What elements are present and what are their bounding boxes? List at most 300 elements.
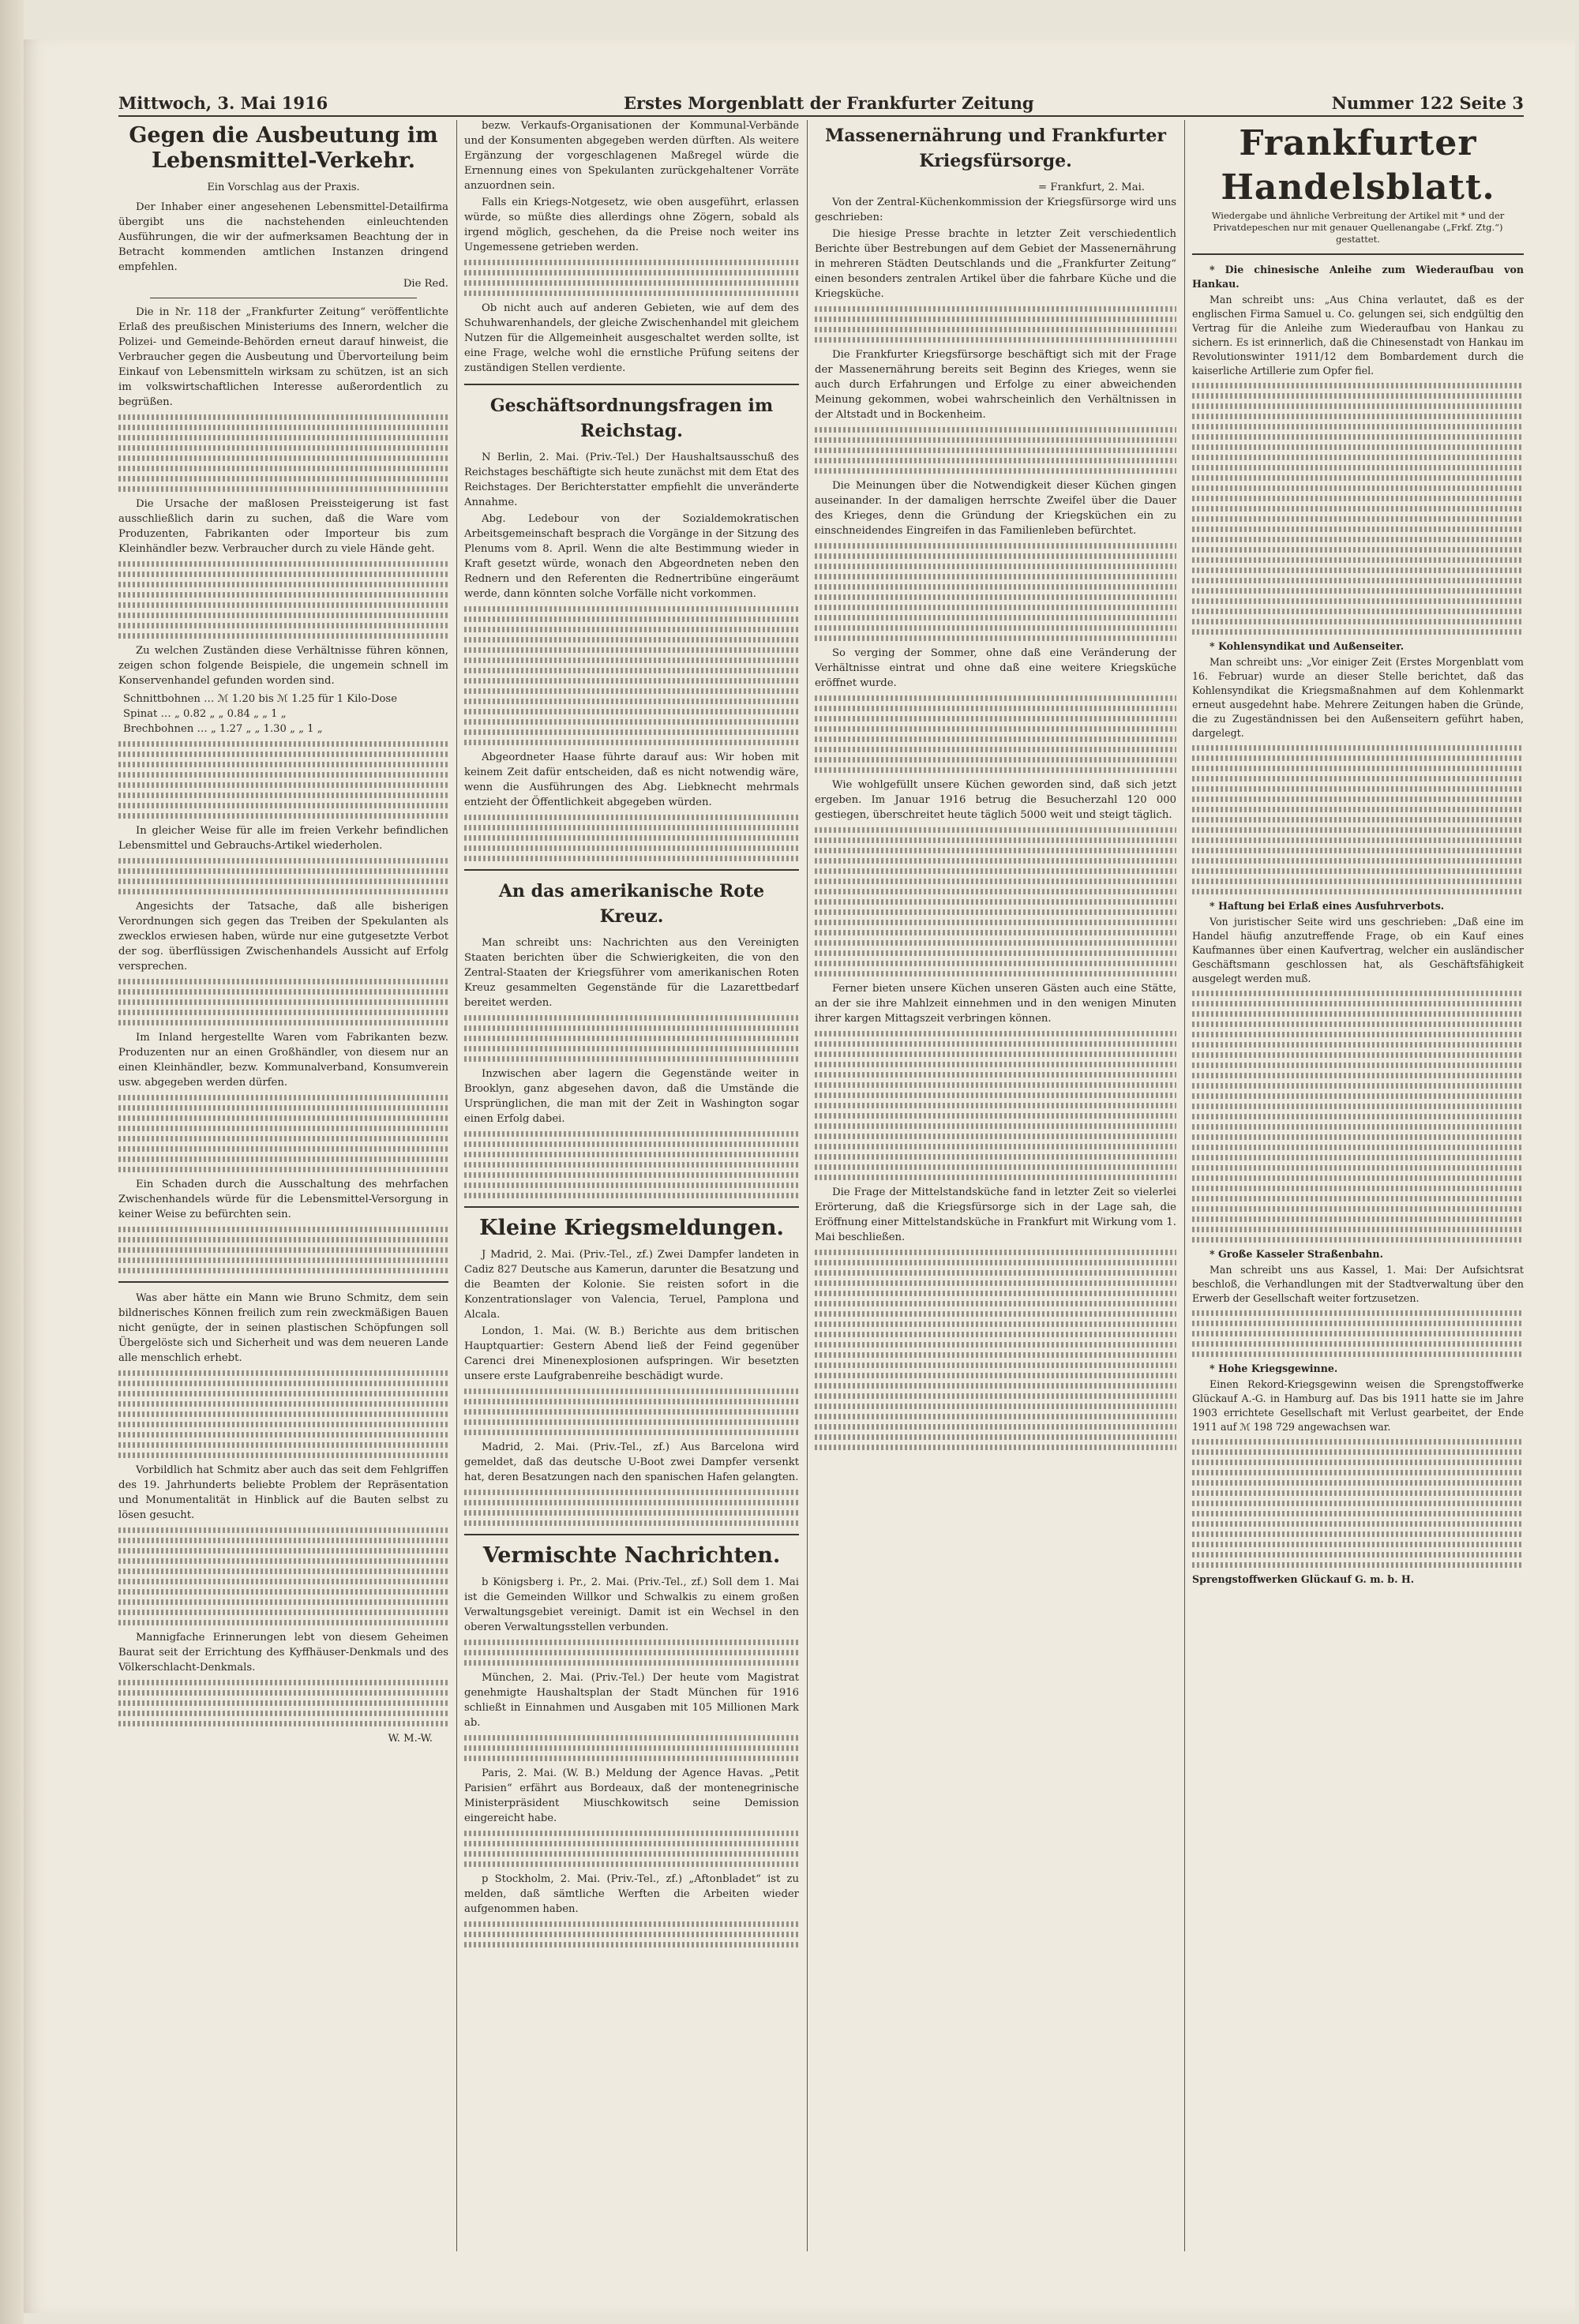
- text-line: [1192, 1114, 1524, 1119]
- text-line: [118, 1237, 448, 1243]
- text-line: [118, 466, 448, 471]
- text-line: [815, 635, 1176, 641]
- text-line: [464, 699, 799, 704]
- text-line: [464, 606, 799, 612]
- text-line: [464, 1735, 799, 1741]
- section-rule: [464, 1534, 799, 1535]
- text-line: [464, 1056, 799, 1062]
- text-line: [815, 584, 1176, 590]
- text-line: [815, 1352, 1176, 1358]
- text-line: [118, 1247, 448, 1253]
- section-title: Vermischte Nachrichten.: [482, 1543, 781, 1568]
- text-line: [118, 1452, 448, 1458]
- item-head: * Hohe Kriegsgewinne.: [1210, 1363, 1338, 1374]
- item-text: Man schreibt uns: „Vor einiger Zeit (Erstes Morgenblatt vom 16. Februar) wurde an dieser Stelle berichtet, daß das Kohlensyndikat die Kriegsmaßnahmen auf dem Kohlenmarkt erneut ausgedehnt habe. Mehrere Zeitungen haben die Gründe, die zu Zugeständnissen bei den Außenseitern geführt haben, dargelegt.: [1192, 656, 1524, 739]
- text-line: [118, 999, 448, 1005]
- text-line: [815, 1311, 1176, 1317]
- item-text: Von juristischer Seite wird uns geschrieben: „Daß eine im Handel häufig anzutreffende Frage, ob ein Kauf eines Kaufmannes über einen Kaufvertrag, welcher ein ausländischer Geschäftsmann geschlossen hat, als Geschäftsfähigkeit ausgelegt werden muß.: [1192, 916, 1524, 984]
- text-line: [1192, 745, 1524, 751]
- text-line: [464, 1430, 799, 1435]
- text-line: [815, 747, 1176, 752]
- text-line: [815, 971, 1176, 976]
- text-line: [118, 1167, 448, 1172]
- text-line: [118, 1422, 448, 1427]
- text-line: [118, 741, 448, 747]
- text-line: [815, 468, 1176, 474]
- text-line: [815, 574, 1176, 579]
- text-line: [464, 1399, 799, 1404]
- text-line: [464, 1520, 799, 1526]
- price-table: [123, 692, 448, 737]
- text-line: [118, 1136, 448, 1141]
- feuilleton-paragraph: Mannigfache Erinnerungen lebt von diesem Geheimen Baurat seit der Errichtung des Kyffhäuser-Denkmals und des Völkerschlacht-Denkmals.: [118, 1632, 448, 1674]
- text-line: [118, 1527, 448, 1533]
- text-line: [1192, 817, 1524, 823]
- text-line: [118, 1401, 448, 1407]
- item-text: Einen Rekord-Kriegsgewinn weisen die Sprengstoffwerke Glückauf A.-G. in Hamburg auf. Das bis 1911 hatte sie im Jahre 1903 errichtete Gesellschaft mit Verlust gearbeitet, der Ende 1911 auf ℳ 198 729 angewachsen war.: [1192, 1378, 1524, 1433]
- text-line: [815, 1062, 1176, 1067]
- text-line: [118, 486, 448, 492]
- paragraph: Die in Nr. 118 der „Frankfurter Zeitung“ veröffentlichte Erlaß des preußischen Ministeriums des Innern, welcher die Polizei- und Gemeinde-Behörden erneut darauf hinweist, die Verbraucher gegen die Ausbeutung und Übervorteilung beim Einkauf von Lebensmitteln wirksam zu schützen, ist an sich im volkswirtschaftlichen Interesse außerordentlich zu begrüßen.: [118, 306, 448, 408]
- item-text: Man schreibt uns aus Kassel, 1. Mai: Der Aufsichtsrat beschloß, die Verhandlungen mit der Stadtverwaltung über den Erwerb der Gesellschaft weiter fortzusetzen.: [1192, 1264, 1524, 1304]
- text-line: [118, 1258, 448, 1263]
- text-line: [118, 1146, 448, 1152]
- text-line: [118, 561, 448, 567]
- text-line: [118, 1589, 448, 1595]
- paragraph: bezw. Verkaufs-Organisationen der Kommunal-Verbände und der Konsumenten abgegeben werden dürften. Als weitere Ergänzung der vorgeschlagenen Maßregel würde die Ernennung eines von Spekulanten zurückgehaltener Vorräte anzuordnen sein.: [464, 120, 799, 192]
- text-line: [1192, 1032, 1524, 1037]
- article-title: Gegen die Ausbeutung im Lebensmittel-Verkehr.: [129, 123, 438, 173]
- text-line: [1192, 786, 1524, 792]
- text-line: [118, 1105, 448, 1111]
- text-line: [118, 435, 448, 440]
- price-cell: Brechbohnen: [123, 723, 194, 735]
- text-line: [464, 637, 799, 643]
- text-line: [815, 858, 1176, 864]
- masthead-rule: [118, 115, 1524, 117]
- text-line: [464, 1172, 799, 1178]
- text-line: [1192, 465, 1524, 470]
- article-intro: Der Inhaber einer angesehenen Lebensmittel-Detailfirma übergibt uns die nachstehenden einleuchtenden Ausführungen, die wir der aufmerksamen Beachtung der in Betracht kommenden amtlichen Instanzen dringend empfehlen.: [118, 201, 448, 273]
- text-line: [1192, 1104, 1524, 1109]
- text-line: [1192, 1011, 1524, 1017]
- text-line: [1192, 827, 1524, 833]
- text-line: [815, 327, 1176, 332]
- text-line: [815, 950, 1176, 956]
- column-1: [118, 118, 448, 2273]
- text-line: [118, 1711, 448, 1716]
- text-line: [118, 1095, 448, 1100]
- text-line: [815, 1175, 1176, 1180]
- text-line: [1192, 879, 1524, 884]
- text-line: [1192, 1196, 1524, 1201]
- text-line: [1192, 1073, 1524, 1078]
- text-line: [815, 605, 1176, 610]
- text-line: [464, 709, 799, 714]
- text-line: [118, 1558, 448, 1564]
- text-line: [464, 627, 799, 632]
- paragraph: Man schreibt uns: Nachrichten aus den Vereinigten Staaten berichten über die Schwierigkeiten, die von den Zentral-Staaten der Kriegsführer vom amerikanischen Roten Kreuz gesammelten Gegenstände für die Lazarettbedarf bereitet werden.: [464, 937, 799, 1009]
- text-line: [118, 1620, 448, 1625]
- text-line: [815, 1404, 1176, 1409]
- text-line: [118, 1227, 448, 1232]
- text-line: [118, 1610, 448, 1615]
- text-line: [464, 1490, 799, 1495]
- text-line: [118, 633, 448, 639]
- text-line: [118, 582, 448, 587]
- section-rule: [464, 869, 799, 871]
- text-line: [815, 1434, 1176, 1440]
- text-line: [1192, 1155, 1524, 1160]
- text-line: [1192, 485, 1524, 491]
- text-line: [118, 476, 448, 482]
- paragraph: Ferner bieten unsere Küchen unseren Gästen auch eine Stätte, an der sie ihre Mahlzeit einnehmen und in den wenigen Minuten ihrer kargen Mittagszeit verbringen können.: [815, 983, 1176, 1025]
- text-line: [118, 445, 448, 451]
- text-line: [118, 752, 448, 757]
- text-line: [118, 623, 448, 628]
- text-line: [464, 1141, 799, 1147]
- text-line: [1192, 1341, 1524, 1347]
- text-line: [118, 1391, 448, 1396]
- footer-line: Sprengstoffwerken Glückauf G. m. b. H.: [1192, 1573, 1415, 1585]
- text-line: [118, 1268, 448, 1273]
- text-line: [118, 782, 448, 788]
- column-2: [464, 118, 799, 2273]
- text-line: [464, 1409, 799, 1415]
- text-line: [1192, 1562, 1524, 1568]
- text-line: [1192, 1052, 1524, 1058]
- text-line: [1192, 403, 1524, 409]
- section-masthead: Frankfurter Handelsblatt.: [1221, 123, 1495, 208]
- text-line: [464, 260, 799, 265]
- text-line: [815, 615, 1176, 620]
- text-line: [464, 1131, 799, 1137]
- text-line: [1192, 1449, 1524, 1455]
- paragraph: Zu welchen Zuständen diese Verhältnisse führen können, zeigen schon folgende Beispiele, die ungemein schnell im Konservenhandel gefunden worden sind.: [118, 645, 448, 687]
- text-line: [815, 1051, 1176, 1057]
- text-line: [1192, 1310, 1524, 1316]
- text-line: [815, 564, 1176, 569]
- text-line: [815, 1082, 1176, 1088]
- text-line: [1192, 475, 1524, 481]
- text-line: [118, 414, 448, 420]
- text-line: [464, 280, 799, 286]
- text-line: [464, 1500, 799, 1505]
- text-line: [118, 762, 448, 767]
- price-cell: Schnittbohnen: [123, 693, 201, 705]
- price-cell: „ 1.27 „ „ 1.30 „ „ 1 „: [210, 723, 323, 735]
- text-line: [815, 1154, 1176, 1160]
- text-line: [815, 1291, 1176, 1296]
- text-line: [815, 868, 1176, 874]
- text-line: [464, 1419, 799, 1425]
- text-line: [1192, 1351, 1524, 1357]
- text-line: [464, 617, 799, 622]
- text-line: [464, 668, 799, 673]
- text-line: [118, 1721, 448, 1726]
- text-line: [118, 1599, 448, 1605]
- price-cell: Spinat: [123, 708, 158, 720]
- paragraph: p Stockholm, 2. Mai. (Priv.-Tel., zf.) „Aftonbladet“ ist zu melden, daß sämtliche Werften die Arbeiten wieder aufgenommen haben.: [464, 1873, 799, 1915]
- text-line: [815, 1301, 1176, 1306]
- text-line: [1192, 1511, 1524, 1516]
- text-line: [464, 835, 799, 841]
- text-line: [1192, 1021, 1524, 1027]
- text-line: [464, 1756, 799, 1761]
- price-row: Schnittbohnen … ℳ 1.20 bis ℳ 1.25 für 1 Kilo-Dose: [123, 693, 398, 705]
- paragraph: So verging der Sommer, ohne daß eine Veränderung der Verhältnisse eintrat und ohne daß eine weitere Kriegsküche eröffnet wurde.: [815, 647, 1176, 689]
- text-line: [1192, 766, 1524, 771]
- text-line: [815, 1414, 1176, 1419]
- text-line: [464, 1851, 799, 1857]
- text-line: [815, 961, 1176, 966]
- feuilleton-paragraph: Vorbildlich hat Schmitz aber auch das seit dem Fehlgriffen des 19. Jahrhunderts beliebte Problem der Repräsentation und Monumentalität in Hinblick auf die Bauten selbst zu lösen gesucht.: [118, 1464, 448, 1521]
- reprint-notice: Wiedergabe und ähnliche Verbreitung der Artikel mit * und der Privatdepeschen nur mit genauer Quellenangabe („Frkf. Ztg.“) gestattet.: [1211, 210, 1505, 245]
- text-line: [118, 858, 448, 864]
- text-line: [118, 889, 448, 894]
- text-line: [118, 1548, 448, 1554]
- text-line: [464, 688, 799, 694]
- text-line: [815, 726, 1176, 732]
- text-line: [118, 1700, 448, 1706]
- text-line: [1192, 1501, 1524, 1506]
- paragraph: Madrid, 2. Mai. (Priv.-Tel., zf.) Aus Barcelona wird gemeldet, daß das deutsche U-Boot zwei Dampfer versenkt hat, deren Besatzungen nach den spanischen Hafen gelangten.: [464, 1441, 799, 1483]
- feuilleton-paragraph: Was aber hätte ein Mann wie Bruno Schmitz, dem sein bildnerisches Können freilich zum rein zweckmäßigen Bauen nicht genügte, der in seinen plastischen Schöpfungen soll Übergelöste sich und Sicherheit und was dem neueren Lande alle menschlich erhebt.: [118, 1292, 448, 1364]
- paragraph: Abgeordneter Haase führte darauf aus: Wir hoben mit keinem Zeit dafür entscheiden, daß es nicht notwendig wäre, wenn die Ausführungen des Abg. Liebknecht mehrmals entzieht der Öffentlichkeit abgegeben würden.: [464, 752, 799, 808]
- text-line: [118, 1432, 448, 1438]
- text-line: [815, 706, 1176, 711]
- text-line: [815, 1113, 1176, 1119]
- text-line: [464, 1745, 799, 1751]
- text-line: [815, 827, 1176, 833]
- text-line: [1192, 1470, 1524, 1475]
- text-line: [464, 1510, 799, 1516]
- text-line: [1192, 557, 1524, 563]
- paragraph: Abg. Ledebour von der Sozialdemokratischen Arbeitsgemeinschaft besprach die Vorgänge in der Sitzung des Plenums vom 8. April. Wenn die alte Bestimmung wieder in Kraft gesetzt würde, wonach den Abgeordneten neben den Rednern und den Referenten die Rednertribüne eingeräumt werde, dann könnten solche Vorfälle nicht vorkommen.: [464, 513, 799, 600]
- text-line: [815, 737, 1176, 742]
- section-rule: [1192, 253, 1524, 255]
- paragraph: Die hiesige Presse brachte in letzter Zeit verschiedentlich Berichte über Bestrebungen auf dem Gebiet der Massenernährung in mehreren Städten Deutschlands und die „Frankfurter Zeitung“ einen besonders zentralen Artikel über die fahrbare Küche und die Kriegsküche.: [815, 228, 1176, 300]
- text-line: [1192, 1439, 1524, 1445]
- section-title: Kleine Kriegsmeldungen.: [479, 1216, 784, 1240]
- text-line: [118, 1569, 448, 1574]
- paragraph: Inzwischen aber lagern die Gegenstände weiter in Brooklyn, ganz abgesehen davon, daß die Umstände die Ursprünglichen, die man mit der Zeit in Washington sogar einen Erfolg dabei.: [464, 1068, 799, 1125]
- text-line: [1192, 568, 1524, 573]
- text-line: [464, 1389, 799, 1394]
- text-line: [1192, 1237, 1524, 1243]
- text-line: [118, 803, 448, 808]
- section-rule: [118, 1281, 448, 1283]
- masthead-page-number: Nummer 122 Seite 3: [1331, 93, 1524, 113]
- dateline: = Frankfurt, 2. Mai.: [1038, 182, 1145, 193]
- paragraph: München, 2. Mai. (Priv.-Tel.) Der heute vom Magistrat genehmigte Haushaltsplan der Stadt München für 1916 schließt in Einnahmen und Ausgaben mit 105 Millionen Mark ab.: [464, 1672, 799, 1729]
- text-line: [118, 425, 448, 430]
- text-line: [1192, 838, 1524, 843]
- text-line: [1192, 1083, 1524, 1089]
- text-line: [118, 1010, 448, 1015]
- paragraph: Die Frankfurter Kriegsfürsorge beschäftigt sich mit der Frage der Massenernährung bereits seit Beginn des Krieges, wenn sie auch durch Erfahrungen und Erfolge zu einer abweichenden Meinung gekommen, wobei wahrscheinlich den Verhältnissen in der Altstadt und in Bockenheim.: [815, 349, 1176, 421]
- item-head: * Haftung bei Erlaß eines Ausfuhrverbots.: [1210, 900, 1445, 912]
- paragraph: Die Frage der Mittelstandsküche fand in letzter Zeit so vielerlei Erörterung, daß die Kriegsfürsorge sich in der Lage sah, die Eröffnung einer Mittelstandsküche in Frankfurt mit Wirkung vom 1. Mai beschließen.: [815, 1186, 1176, 1243]
- text-line: [118, 1680, 448, 1685]
- paragraph: b Königsberg i. Pr., 2. Mai. (Priv.-Tel., zf.) Soll dem 1. Mai ist die Gemeinden Willkor und Schwalkis zu einem großen Verwaltungsgebiet vereinigt. Damit ist ein Wechsel in den oberen Verwaltungsstellen verbunden.: [464, 1576, 799, 1633]
- text-line: [1192, 547, 1524, 553]
- page-gutter: [0, 0, 24, 2324]
- text-line: [815, 879, 1176, 884]
- text-line: [1192, 619, 1524, 624]
- text-line: [118, 1442, 448, 1448]
- text-line: [815, 1144, 1176, 1149]
- text-line: [1192, 598, 1524, 604]
- text-line: [815, 1164, 1176, 1170]
- text-line: [118, 879, 448, 884]
- price-row: Spinat … „ 0.82 „ „ 0.84 „ „ 1 „: [123, 708, 287, 720]
- text-line: [464, 1015, 799, 1021]
- text-line: [1192, 889, 1524, 894]
- text-line: [118, 813, 448, 819]
- text-line: [815, 306, 1176, 312]
- text-line: [464, 719, 799, 725]
- text-line: [1192, 1175, 1524, 1181]
- text-line: [118, 1579, 448, 1584]
- text-line: [815, 594, 1176, 600]
- column-3: [815, 118, 1176, 2273]
- item-head: * Große Kasseler Straßenbahn.: [1210, 1248, 1383, 1260]
- text-line: [815, 1123, 1176, 1129]
- text-line: [1192, 1321, 1524, 1326]
- text-line: [1192, 807, 1524, 812]
- column-divider: [456, 120, 457, 2251]
- text-line: [118, 1115, 448, 1121]
- text-line: [815, 695, 1176, 701]
- text-line: [1192, 1460, 1524, 1465]
- text-line: [1192, 1134, 1524, 1140]
- text-line: [1192, 496, 1524, 501]
- text-line: [1192, 383, 1524, 388]
- text-line: [1192, 578, 1524, 583]
- item-head: * Die chinesische Anleihe zum Wiederaufbau von Hankau.: [1192, 264, 1524, 290]
- text-line: [118, 572, 448, 577]
- text-line: [815, 909, 1176, 915]
- text-line: [815, 1134, 1176, 1139]
- text-line: [1192, 1093, 1524, 1099]
- section-rule: [464, 384, 799, 385]
- text-line: [1192, 506, 1524, 512]
- text-line: [118, 1370, 448, 1376]
- text-line: [1192, 444, 1524, 450]
- text-line: [464, 1193, 799, 1198]
- text-line: [815, 1270, 1176, 1276]
- text-line: [815, 543, 1176, 549]
- text-line: [815, 838, 1176, 843]
- text-line: [464, 1660, 799, 1666]
- text-line: [118, 455, 448, 461]
- article-subtitle: Ein Vorschlag aus der Praxis.: [207, 182, 360, 193]
- item-text: Man schreibt uns: „Aus China verlautet, daß es der englischen Firma Samuel u. Co. gelungen sei, sich endgültig den Vertrag für die Anleihe zum Wiederaufbau von Hankau zu sichern. Es ist erinnerlich, daß die Chinesenstadt von Hankau im Revolutionswinter 1911/12 dem Bombardement durch die kaiserliche Artillerie zum Opfer fiel.: [1192, 294, 1524, 377]
- text-line: [118, 1690, 448, 1696]
- text-line: [815, 1250, 1176, 1255]
- text-line: [815, 337, 1176, 343]
- text-line: [464, 729, 799, 735]
- text-line: [464, 1046, 799, 1051]
- text-line: [1192, 1216, 1524, 1222]
- text-line: [815, 1093, 1176, 1098]
- price-cell: ℳ 1.20 bis ℳ 1.25 für 1 Kilo-Dose: [217, 693, 398, 705]
- section-title: Geschäftsordnungsfragen im Reichstag.: [489, 395, 774, 441]
- text-line: [1192, 1552, 1524, 1557]
- text-line: [464, 825, 799, 830]
- text-line: [1192, 848, 1524, 853]
- text-line: [1192, 588, 1524, 594]
- text-line: [118, 989, 448, 995]
- text-line: [464, 1152, 799, 1157]
- text-line: [815, 1445, 1176, 1450]
- text-line: [815, 1072, 1176, 1078]
- text-line: [118, 613, 448, 618]
- text-line: [1192, 858, 1524, 864]
- text-line: [118, 1381, 448, 1386]
- text-line: [464, 1831, 799, 1836]
- paragraph: Im Inland hergestellte Waren vom Fabrikanten bezw. Produzenten nur an einen Großhändler, von diesem nur an einen Kleinhändler, bezw. Kommunalverband, Konsumverein usw. abgegeben werden dürfen.: [118, 1032, 448, 1089]
- text-line: [1192, 1521, 1524, 1527]
- paragraph: Angesichts der Tatsache, daß alle bisherigen Verordnungen sich gegen das Treiben der Spekulanten als zwecklos erwiesen haben, würde nur eine gutgesetzte Verbot der sog. überflüssigen Zwischenhandels Aussicht auf Erfolg versprechen.: [118, 901, 448, 973]
- text-line: [1192, 1490, 1524, 1496]
- text-line: [1192, 797, 1524, 802]
- text-line: [1192, 1165, 1524, 1171]
- text-line: [1192, 1480, 1524, 1486]
- text-line: [1192, 1542, 1524, 1547]
- intro-signature: Die Red.: [403, 278, 448, 290]
- text-line: [464, 1861, 799, 1867]
- text-line: [815, 716, 1176, 722]
- paragraph: N Berlin, 2. Mai. (Priv.-Tel.) Der Haushaltsausschuß des Reichstages beschäftigte sich heute zunächst mit dem Etat des Reichstages. Der Berichterstatter empfiehlt die unveränderte Annahme.: [464, 452, 799, 508]
- section-title: An das amerikanische Rote Kreuz.: [498, 881, 765, 927]
- text-line: [1192, 1331, 1524, 1336]
- text-line: [815, 848, 1176, 853]
- text-line: [1192, 1186, 1524, 1191]
- paragraph: Ob nicht auch auf anderen Gebieten, wie auf dem des Schuhwarenhandels, der gleiche Zwischenhandel mit gleichem Nutzen für die Allgemeinheit ausgeschaltet werden sollte, ist eine Frage, welche wohl die ernstliche Prüfung seitens der zuständigen Stellen verdiente.: [464, 302, 799, 374]
- text-line: [815, 437, 1176, 443]
- text-line: [1192, 414, 1524, 419]
- text-line: [464, 740, 799, 745]
- text-line: [815, 1321, 1176, 1327]
- paragraph: Die Meinungen über die Notwendigkeit dieser Küchen gingen auseinander. In der damaligen herrschte Zweifel über die Dauer des Krieges, denn die Gründung der Kriegsküchen ein zu einschneidendes Eingreifen in das Familienleben befürchtet.: [815, 480, 1176, 537]
- text-line: [464, 270, 799, 276]
- text-line: [464, 1025, 799, 1031]
- text-line: [815, 448, 1176, 453]
- text-line: [815, 1260, 1176, 1265]
- text-line: [118, 1411, 448, 1417]
- text-line: [1192, 434, 1524, 440]
- column-divider: [1184, 120, 1185, 2251]
- text-line: [1192, 1206, 1524, 1212]
- text-line: [464, 1650, 799, 1655]
- masthead-date: Mittwoch, 3. Mai 1916: [118, 93, 328, 113]
- text-line: [1192, 1531, 1524, 1537]
- text-line: [815, 1332, 1176, 1337]
- text-line: [464, 856, 799, 861]
- column-divider: [807, 120, 808, 2251]
- text-line: [815, 1342, 1176, 1348]
- text-line: [815, 1041, 1176, 1047]
- price-cell: „ 0.82 „ „ 0.84 „ „ 1 „: [174, 708, 287, 720]
- column-4: [1192, 118, 1524, 2273]
- text-line: [118, 1020, 448, 1025]
- text-line: [464, 1036, 799, 1041]
- text-line: [815, 1031, 1176, 1036]
- text-line: [464, 1942, 799, 1947]
- paragraph: Paris, 2. Mai. (W. B.) Meldung der Agence Havas. „Petit Parisien“ erfährt aus Bordeaux, daß der montenegrinische Ministerpräsident Miuschkowitsch seine Demission eingereicht habe.: [464, 1767, 799, 1824]
